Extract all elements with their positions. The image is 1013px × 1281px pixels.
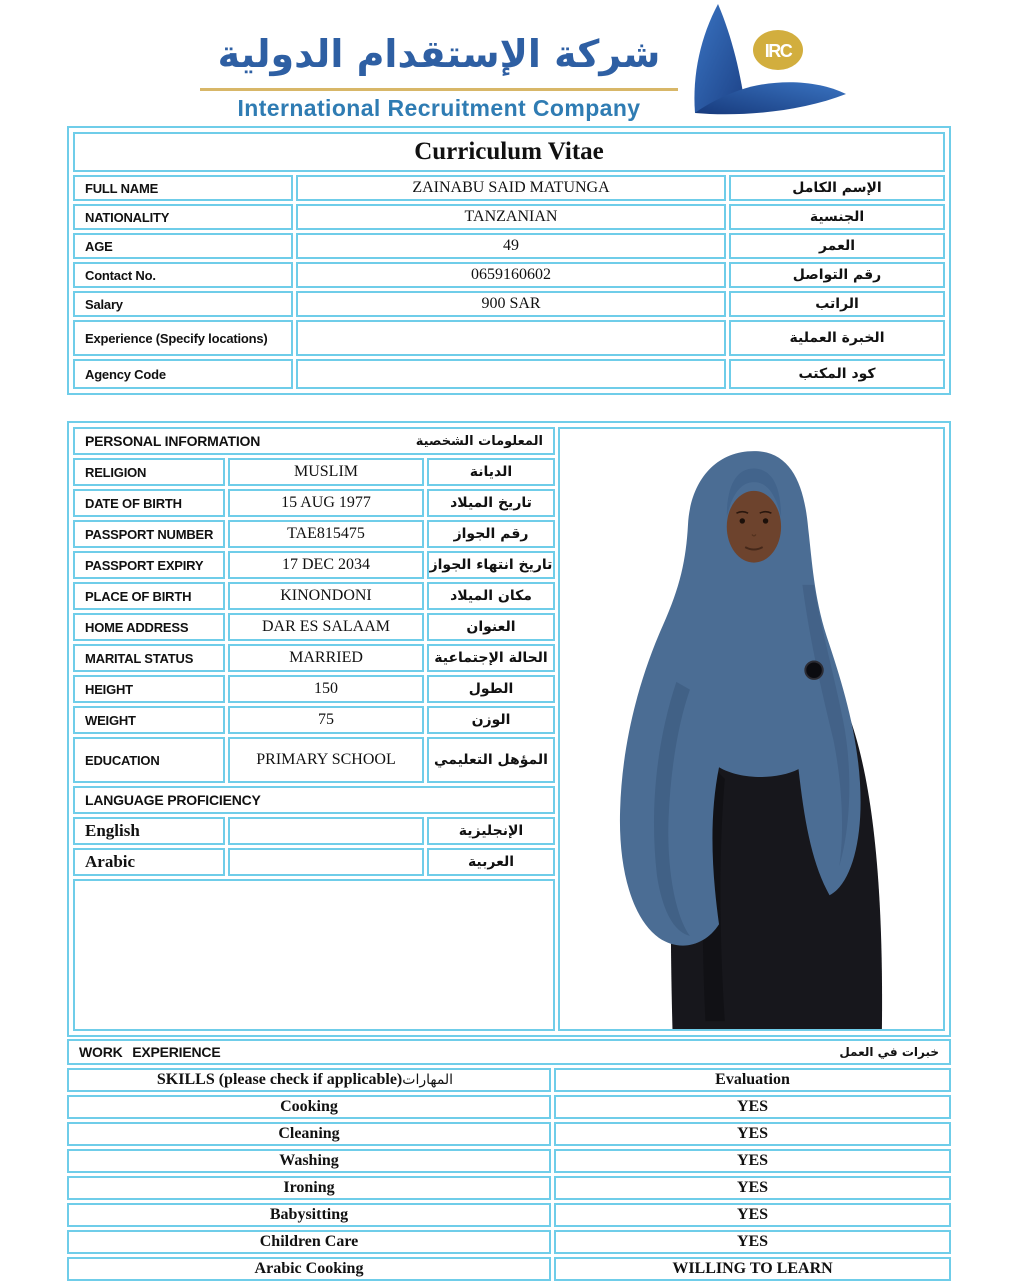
company-name-arabic: شركة الإستقدام الدولية bbox=[217, 32, 661, 76]
field-value bbox=[296, 359, 726, 389]
personal-section bbox=[67, 421, 951, 1037]
field-label: Salary bbox=[73, 291, 293, 317]
logo-monogram: IRC bbox=[764, 41, 792, 61]
field-label: Arabic bbox=[73, 848, 225, 876]
field-label: Agency Code bbox=[73, 359, 293, 389]
cv-summary-table bbox=[67, 126, 951, 395]
company-logo-icon bbox=[688, 2, 860, 116]
cv-row-full-name bbox=[73, 175, 945, 201]
field-label-arabic: الخبرة العملية bbox=[729, 320, 945, 356]
field-value: 15 AUG 1977 bbox=[228, 489, 424, 517]
field-label: RELIGION bbox=[73, 458, 225, 486]
skill-evaluation: YES bbox=[554, 1122, 951, 1146]
skill-row-washing bbox=[67, 1149, 951, 1173]
field-value: ZAINABU SAID MATUNGA bbox=[296, 175, 726, 201]
field-label: Experience (Specify locations) bbox=[73, 320, 293, 356]
field-label-arabic: العنوان bbox=[427, 613, 555, 641]
skills-header-arabic: المهارات bbox=[402, 1072, 454, 1088]
skills-header-row bbox=[67, 1068, 951, 1092]
pi-row-height bbox=[73, 675, 555, 703]
cv-row-age bbox=[73, 233, 945, 259]
skill-evaluation: YES bbox=[554, 1176, 951, 1200]
section-title: LANGUAGE PROFICIENCY bbox=[85, 792, 261, 808]
personal-info-header bbox=[73, 427, 555, 455]
field-value: TANZANIAN bbox=[296, 204, 726, 230]
field-value: KINONDONI bbox=[228, 582, 424, 610]
cv-row-nationality bbox=[73, 204, 945, 230]
field-label: FULL NAME bbox=[73, 175, 293, 201]
field-label-arabic: العمر bbox=[729, 233, 945, 259]
cv-title: Curriculum Vitae bbox=[73, 132, 945, 172]
field-value: 49 bbox=[296, 233, 726, 259]
field-label-arabic: تاريخ الميلاد bbox=[427, 489, 555, 517]
field-label-arabic: المؤهل التعليمي bbox=[427, 737, 555, 783]
pi-row-marital-status bbox=[73, 644, 555, 672]
skill-evaluation: YES bbox=[554, 1203, 951, 1227]
field-value: TAE815475 bbox=[228, 520, 424, 548]
cv-row-agency-code bbox=[73, 359, 945, 389]
field-value: MUSLIM bbox=[228, 458, 424, 486]
skill-row-cooking bbox=[67, 1095, 951, 1119]
section-title-arabic: المعلومات الشخصية bbox=[415, 433, 543, 449]
field-label: AGE bbox=[73, 233, 293, 259]
candidate-photo-illustration bbox=[560, 429, 943, 1029]
pi-row-place-of-birth bbox=[73, 582, 555, 610]
pi-row-passport-expiry bbox=[73, 551, 555, 579]
pi-row-home-address bbox=[73, 613, 555, 641]
skill-evaluation: YES bbox=[554, 1149, 951, 1173]
field-label: WEIGHT bbox=[73, 706, 225, 734]
personal-info-table bbox=[73, 427, 555, 1031]
field-label-arabic: الجنسية bbox=[729, 204, 945, 230]
field-label-arabic: رقم الجواز bbox=[427, 520, 555, 548]
field-value: DAR ES SALAAM bbox=[228, 613, 424, 641]
evaluation-column-header: Evaluation bbox=[554, 1068, 951, 1092]
field-value: PRIMARY SCHOOL bbox=[228, 737, 424, 783]
field-label-arabic: العربية bbox=[427, 848, 555, 876]
field-label: PASSPORT NUMBER bbox=[73, 520, 225, 548]
skill-name: Arabic Cooking bbox=[67, 1257, 551, 1281]
field-label: MARITAL STATUS bbox=[73, 644, 225, 672]
field-label-arabic: الحالة الإجتماعية bbox=[427, 644, 555, 672]
skill-evaluation: YES bbox=[554, 1230, 951, 1254]
field-label-arabic: الطول bbox=[427, 675, 555, 703]
field-value: 0659160602 bbox=[296, 262, 726, 288]
pi-row-education bbox=[73, 737, 555, 783]
field-label: Contact No. bbox=[73, 262, 293, 288]
candidate-photo bbox=[558, 427, 945, 1031]
pi-row-weight bbox=[73, 706, 555, 734]
skill-name: Washing bbox=[67, 1149, 551, 1173]
field-value: 900 SAR bbox=[296, 291, 726, 317]
skill-row-babysitting bbox=[67, 1203, 951, 1227]
work-experience-section bbox=[67, 1039, 951, 1281]
field-label: PLACE OF BIRTH bbox=[73, 582, 225, 610]
field-value bbox=[228, 848, 424, 876]
field-label-arabic: تاريخ انتهاء الجواز bbox=[427, 551, 555, 579]
company-header bbox=[200, 22, 678, 122]
field-label: DATE OF BIRTH bbox=[73, 489, 225, 517]
field-value bbox=[228, 817, 424, 845]
field-label: HEIGHT bbox=[73, 675, 225, 703]
gold-divider bbox=[200, 88, 678, 91]
section-title-arabic: خبرات في العمل bbox=[839, 1045, 939, 1059]
skill-row-ironing bbox=[67, 1176, 951, 1200]
field-value: MARRIED bbox=[228, 644, 424, 672]
skill-name: Ironing bbox=[67, 1176, 551, 1200]
field-value: 150 bbox=[228, 675, 424, 703]
field-label-arabic: رقم التواصل bbox=[729, 262, 945, 288]
skill-name: Cooking bbox=[67, 1095, 551, 1119]
field-label: NATIONALITY bbox=[73, 204, 293, 230]
field-value: 75 bbox=[228, 706, 424, 734]
field-label-arabic: كود المكتب bbox=[729, 359, 945, 389]
field-value bbox=[296, 320, 726, 356]
empty-cell bbox=[73, 879, 555, 1031]
cv-row-contact bbox=[73, 262, 945, 288]
field-label-arabic: الإسم الكامل bbox=[729, 175, 945, 201]
language-proficiency-header bbox=[73, 786, 555, 814]
section-title: WORK EXPERIENCE bbox=[79, 1044, 221, 1060]
field-label-arabic: الراتب bbox=[729, 291, 945, 317]
cv-row-salary bbox=[73, 291, 945, 317]
field-label-arabic: مكان الميلاد bbox=[427, 582, 555, 610]
skill-evaluation: YES bbox=[554, 1095, 951, 1119]
skill-name: Children Care bbox=[67, 1230, 551, 1254]
skill-evaluation: WILLING TO LEARN bbox=[554, 1257, 951, 1281]
skills-header-text: SKILLS (please check if applicable) bbox=[156, 1071, 403, 1088]
work-experience-header bbox=[67, 1039, 951, 1065]
skill-row-children-care bbox=[67, 1230, 951, 1254]
company-name-english: International Recruitment Company bbox=[237, 95, 641, 121]
skills-column-header bbox=[67, 1068, 551, 1092]
field-label: English bbox=[73, 817, 225, 845]
section-title: PERSONAL INFORMATION bbox=[85, 433, 261, 449]
field-label: HOME ADDRESS bbox=[73, 613, 225, 641]
skill-row-arabic-cooking bbox=[67, 1257, 951, 1281]
skill-name: Cleaning bbox=[67, 1122, 551, 1146]
pi-row-passport-number bbox=[73, 520, 555, 548]
pi-row-date-of-birth bbox=[73, 489, 555, 517]
lang-row-arabic bbox=[73, 848, 555, 876]
field-label-arabic: الديانة bbox=[427, 458, 555, 486]
cv-row-experience bbox=[73, 320, 945, 356]
field-label-arabic: الإنجليزية bbox=[427, 817, 555, 845]
pi-row-religion bbox=[73, 458, 555, 486]
lang-row-english bbox=[73, 817, 555, 845]
skill-name: Babysitting bbox=[67, 1203, 551, 1227]
field-label-arabic: الوزن bbox=[427, 706, 555, 734]
field-label: EDUCATION bbox=[73, 737, 225, 783]
field-value: 17 DEC 2034 bbox=[228, 551, 424, 579]
field-label: PASSPORT EXPIRY bbox=[73, 551, 225, 579]
skill-row-cleaning bbox=[67, 1122, 951, 1146]
